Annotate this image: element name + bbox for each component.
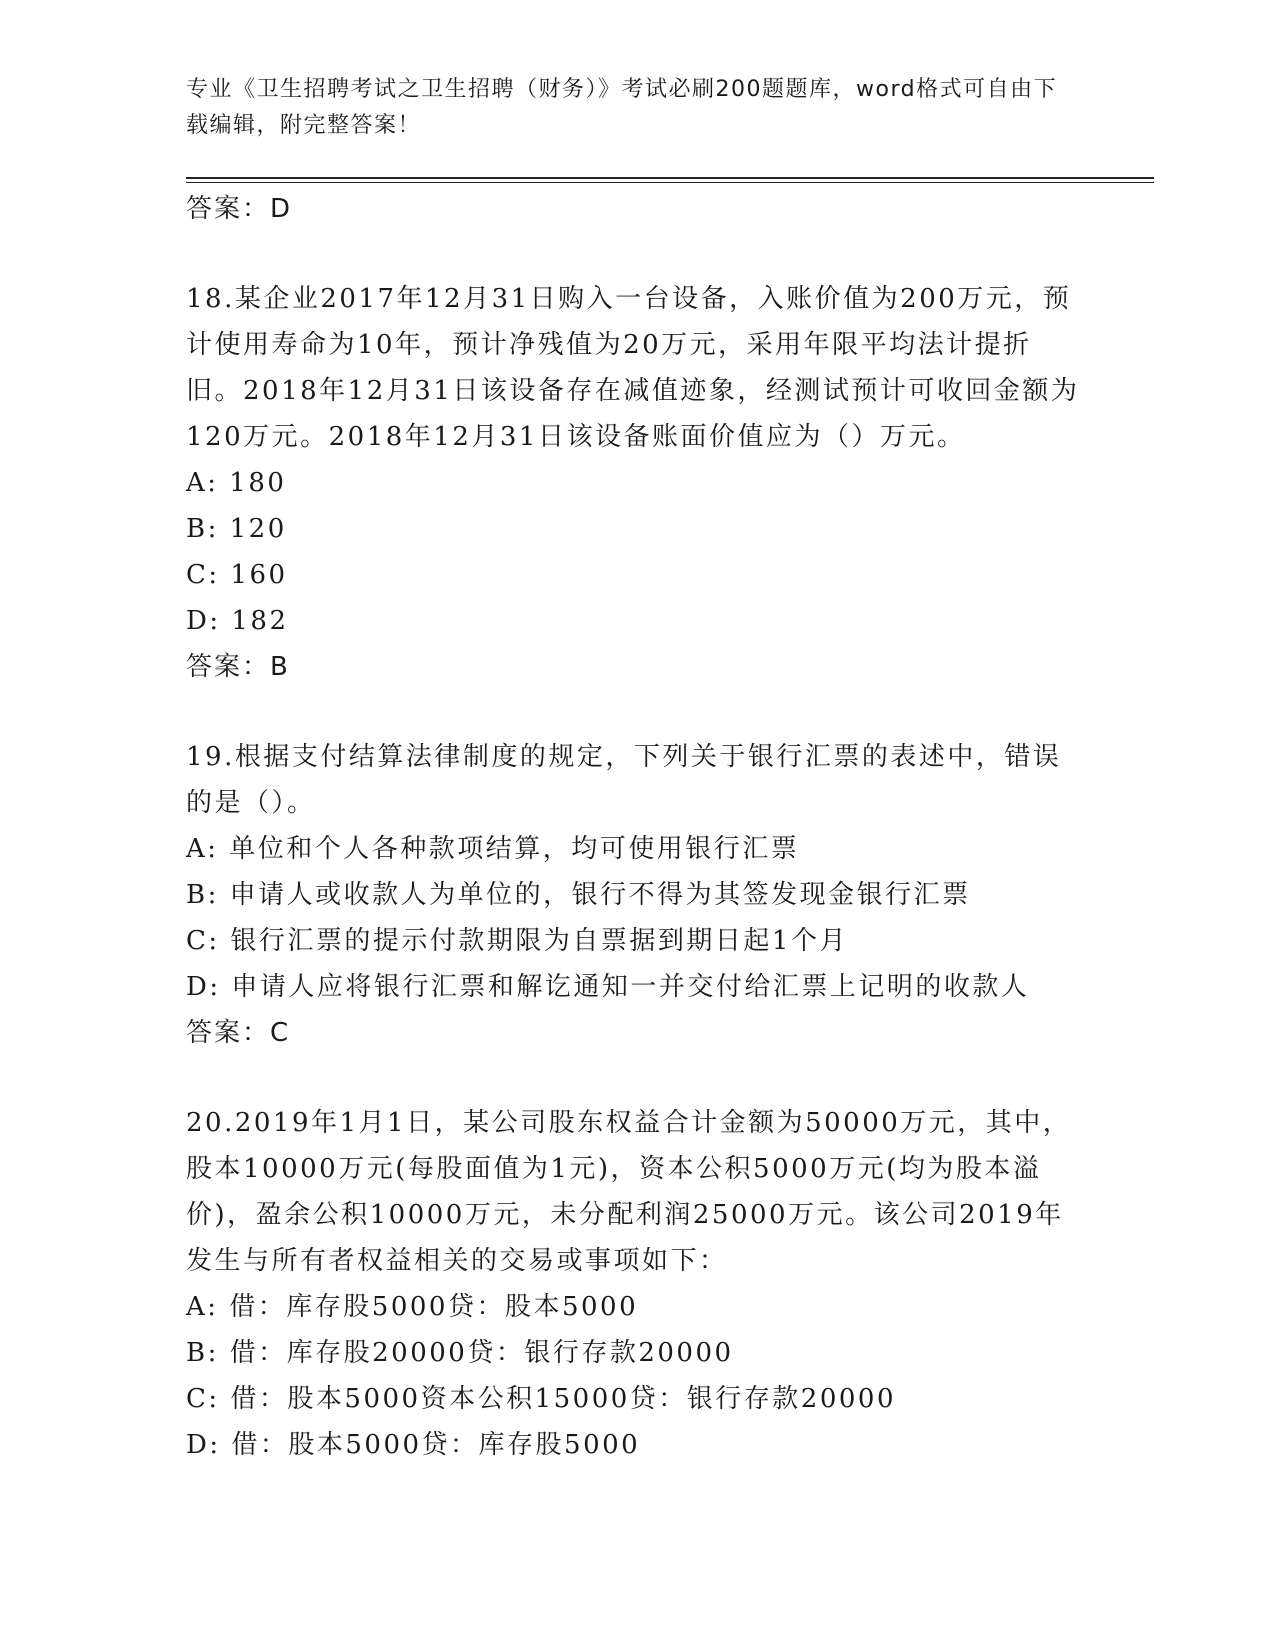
question-stem: 20.2019年1月1日，某公司股东权益合计金额为50000万元，其中，股本10000万元(每股面值为1元)，资本公积5000万元(均为股本溢价)，盈余公积10000万元，未分配利润25000万元。该公司2019年发生与所有者权益相关的交易或事项如下： (186, 1108, 1072, 1276)
answer-line: 答案：B (186, 652, 290, 682)
answer-line: 答案：D (186, 194, 293, 224)
option-d: D: 申请人应将银行汇票和解讫通知一并交付给汇票上记明的收款人 (186, 972, 1030, 1002)
option-c: C: 借：股本5000资本公积15000贷：银行存款20000 (186, 1384, 897, 1414)
option-d: D: 借：股本5000贷：库存股5000 (186, 1430, 641, 1460)
document-header (186, 72, 1066, 144)
option-c: C: 160 (186, 560, 288, 590)
header-rule-thin (186, 182, 1154, 183)
question-stem: 18.某企业2017年12月31日购入一台设备，入账价值为200万元，预计使用寿命为10年，预计净残值为20万元，采用年限平均法计提折旧。2018年12月31日该设备存在减值迹象，经测试预计可收回金额为120万元。2018年12月31日该设备账面价值应为（）万元。 (186, 284, 1080, 452)
option-a: A: 180 (186, 468, 287, 498)
option-c: C: 银行汇票的提示付款期限为自票据到期日起1个月 (186, 926, 848, 956)
option-d: D: 182 (186, 606, 289, 636)
header-rule-thick (186, 177, 1154, 179)
question-18 (186, 276, 1086, 690)
question-list (186, 186, 1086, 1468)
question-19 (186, 734, 1086, 1056)
answer-line: 答案：C (186, 1018, 291, 1048)
option-a: A: 单位和个人各种款项结算，均可使用银行汇票 (186, 834, 800, 864)
header-title: 专业《卫生招聘考试之卫生招聘（财务）》考试必刷200题题库，word格式可自由下载编辑，附完整答案！ (186, 77, 1058, 138)
question-stem: 19.根据支付结算法律制度的规定，下列关于银行汇票的表述中，错误的是（）。 (186, 742, 1062, 818)
option-b: B: 借：库存股20000贷：银行存款20000 (186, 1338, 734, 1368)
option-a: A: 借：库存股5000贷：股本5000 (186, 1292, 639, 1322)
question-20 (186, 1100, 1086, 1468)
option-b: B: 120 (186, 514, 287, 544)
option-b: B: 申请人或收款人为单位的，银行不得为其签发现金银行汇票 (186, 880, 971, 910)
